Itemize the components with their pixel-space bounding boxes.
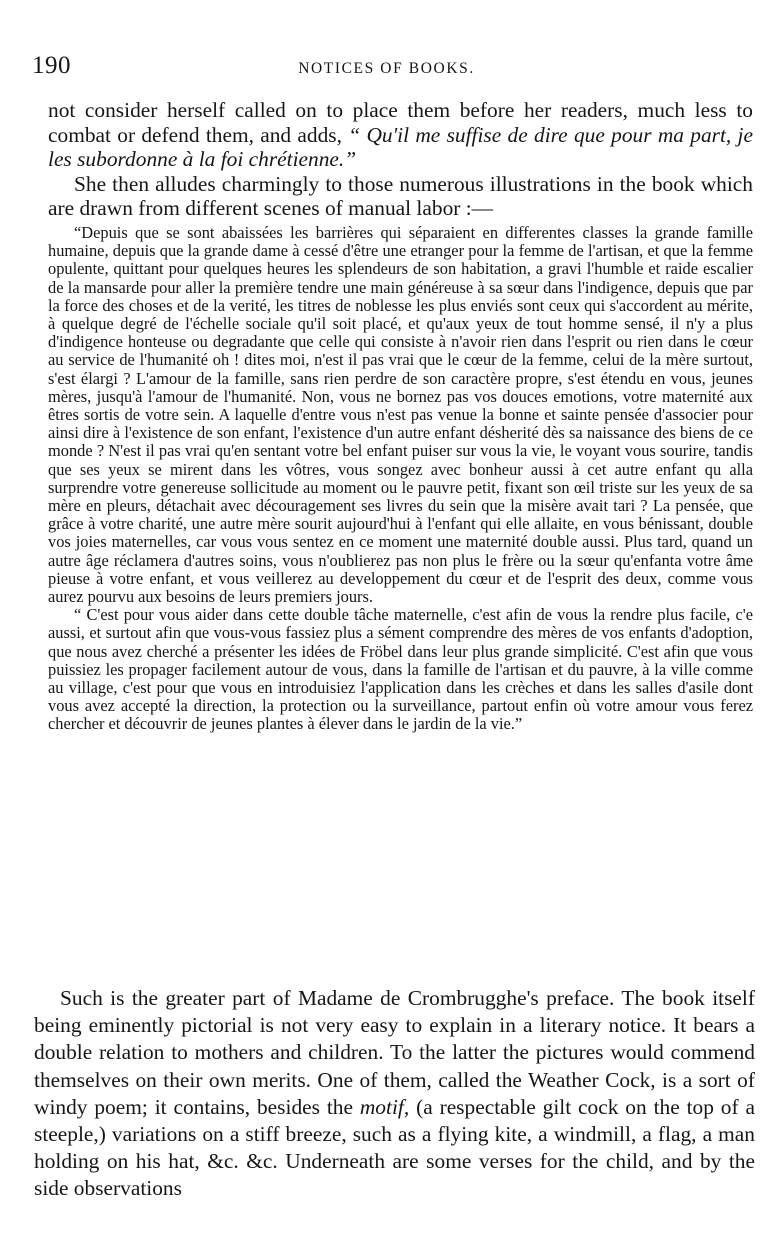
intro-text bbox=[48, 98, 753, 221]
intro-paragraph-1-text: not consider herself called on to place them before her readers, much less to combat or defend them, and adds, bbox=[48, 98, 753, 147]
closing-paragraph-motif: motif, bbox=[359, 1094, 410, 1119]
intro-paragraph-1 bbox=[48, 98, 753, 172]
french-quotation bbox=[48, 224, 753, 734]
closing-text bbox=[34, 985, 755, 1203]
quotation-paragraph-1: “Depuis que se sont abaissées les barrières qui séparaient en differentes classes la grande famille humaine, depuis que la grande dame à cessé d'être une etranger pour la femme de l'artisan, et que la femme opulente, quittant pour quelques heures les splendeurs de son habitation, a gravi l'humble et raide escalier de la mansarde pour aller la première tendre une main généreuse à sa sœur dans l'indigence, depuis que par la force des choses et de la verité, les titres de noblesse les plus enviés sont ceux qui s'accordent au mérite, à quelque degré de l'échelle sociale qu'il soit placé, et qu'aux yeux de tout homme sensé, il n'y a plus d'indigence honteuse ou degradante que celle qui consiste à n'avoir rien dans l'esprit ou rien dans le cœur au service de l'humanité oh ! dites moi, n'est il pas vrai que le cœur de la femme, celui de la mère surtout, s'est élargi ? L'amour de la famille, sans rien perdre de son caractère propre, s'est étendu en vous, jeunes mères, jusqu'à l'amour de l'humanité. Non, vous ne bornez pas vos douces emotions, votre maternité aux êtres sortis de votre sein. A laquelle d'entre vous n'est pas venue la bonne et sainte pensée d'associer pour ainsi dire à l'existence de son enfant, l'existence d'un autre enfant désherité dès sa naissance des biens de ce monde ? N'est il pas vrai qu'en sentant votre bel enfant puiser sur vous la vie, le voyant vous sourire, tandis que ses yeux se mirent dans les vôtres, vous songez avec bonheur aussi à cet autre enfant qu alla surprendre votre genereuse sollicitude au moment ou le pauvre petit, fixant son œil triste sur les yeux de sa mère en pleurs, détachait avec découragement ses livres du sein que la misère avait tari ? La pensée, que grâce à votre charité, une autre mère sourit aujourd'hui à l'enfant qui elle allaite, en vous bénissant, double vos joies maternelles, car vous vous sentez en ce moment une maternité double aussi. Plus tard, quand un autre âge réclamera d'autres soins, vous n'oublierez pas non plus le frère ou la sœur qu'enfanta votre âme pieuse à votre enfant, et vous veillerez au developpement du cœur et de l'esprit des deux, comme vous aurez pourvu aux besoins de leurs premiers jours. bbox=[48, 223, 753, 607]
running-head: NOTICES OF BOOKS. bbox=[298, 60, 475, 77]
quotation-paragraph-2: “ C'est pour vous aider dans cette double tâche maternelle, c'est afin de vous la rendre plus facile, c'e aussi, et surtout afin que vous-vous fassiez plus a sément comprendre des mères de vos enfants d'adoption, que nous avez cherché a présenter les idées de Fröbel dans leur plus grande simplicité. C'est afin que vous puissiez les propager facilement autour de vous, dans la famille de l'artisan et du pauvre, à la ville comme au village, c'est pour que vous en introduisiez l'application dans les crèches et dans les salles d'asile dont vous avez accepté la direction, la protection ou la surveillance, partout enfin où votre amour vous ferez chercher et découvrir de jeunes plantes à élever dans le jardin de la vie.” bbox=[48, 605, 753, 734]
closing-paragraph-text-b: (a respectable gilt cock on the top of a steeple,) variations on a stiff breeze, such as a flying kite, a windmill, a flag, a man holding on his hat, &c. &c. Underneath are some verses for the child, and by the side observations bbox=[34, 1094, 756, 1201]
closing-paragraph bbox=[34, 985, 755, 1203]
intro-paragraph-2: She then alludes charmingly to those numerous illustrations in the book which are drawn from different scenes of manual labor :— bbox=[48, 171, 753, 221]
closing-paragraph-text-a: Such is the greater part of Madame de Crombrugghe's preface. The book itself being eminently pictorial is not very easy to explain in a literary notice. It bears a double relation to mothers and children. To the latter the pictures would commend themselves on their own merits. One of them, called the Weather Cock, is a sort of windy poem; it contains, besides the bbox=[34, 986, 755, 1119]
intro-paragraph-1-quote: “ Qu'il me suffise de dire que pour ma part, je les subordonne à la foi chrétienne.” bbox=[48, 122, 753, 172]
page-header bbox=[30, 52, 743, 84]
page-number: 190 bbox=[32, 52, 71, 79]
